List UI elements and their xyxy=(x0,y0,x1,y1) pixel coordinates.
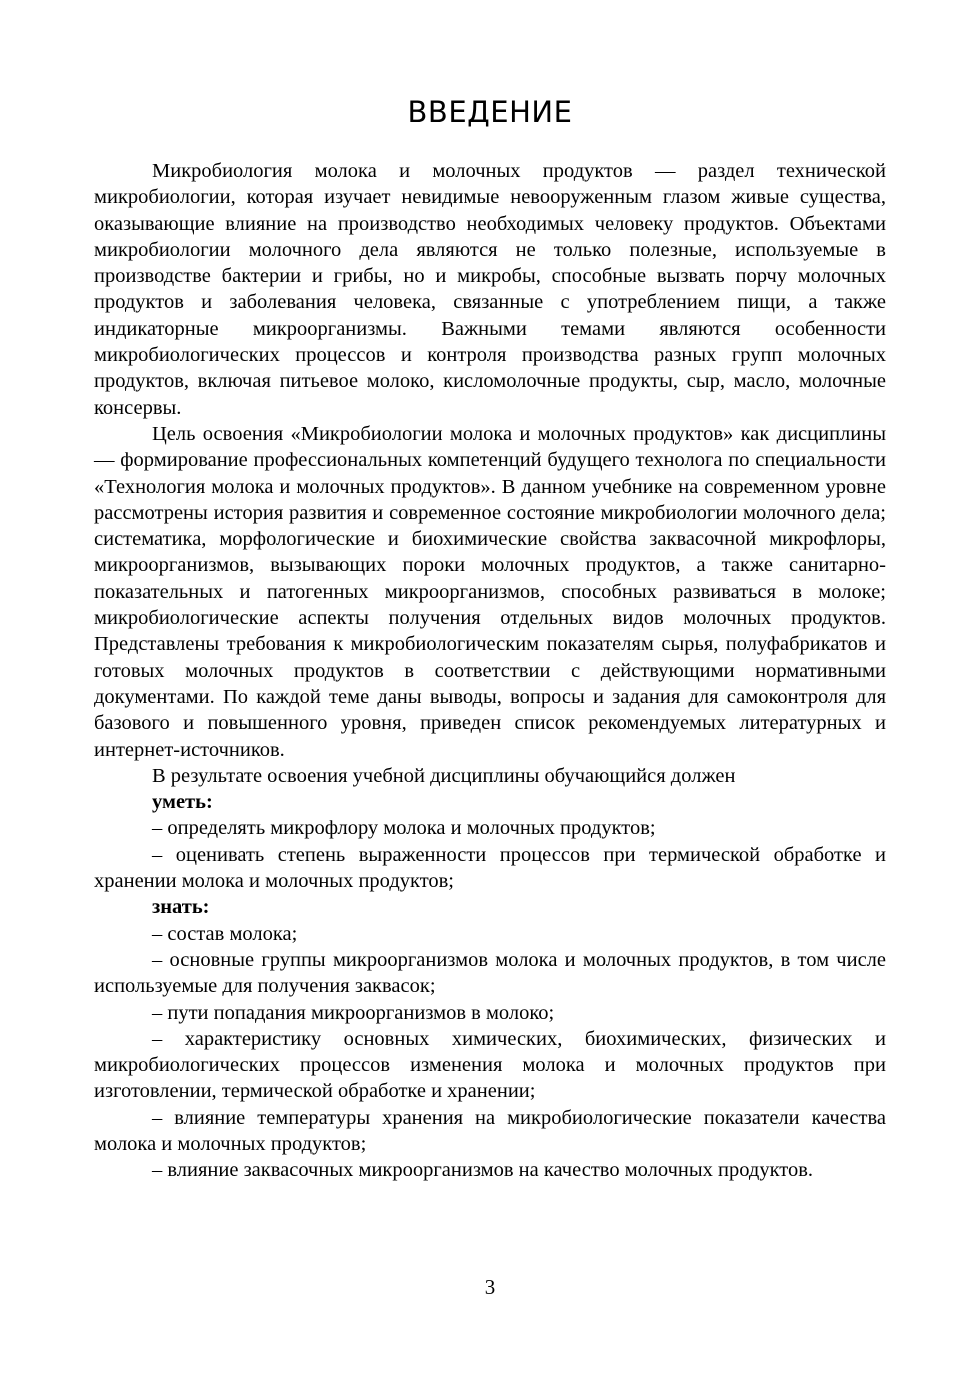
list-item: – влияние заквасочных микроорганизмов на качество молочных продуктов. xyxy=(152,1159,814,1182)
paragraph-goal: Цель освоения «Микробиологии молока и молочных продуктов» как дисциплины — формирование профессиональных компетенций будущего технолога по специальности «Технология молока и молочных продуктов». В данном учебнике на современном уровне рассмотрены история развития и современное состояние микробиологии молочного дела; систематика, морфологические и биохимические свойства заквасочной микрофлоры, микроорганизмов, вызывающих пороки молочных продуктов, а также санитарно-показательных и патогенных микроорганизмов, способных развиваться в молоке; микробиологические аспекты получения отдельных видов молочных продуктов. Представлены требования к микробиологическим показателям сырья, полуфабрикатов и готовых молочных продуктов в соответствии с действующими нормативными документами. По каждой теме даны выводы, вопросы и задания для самоконтроля для базового и повышенного уровня, приведен список рекомендуемых литературных и интернет-источников. xyxy=(94,422,886,761)
skills-heading: уметь: xyxy=(152,791,213,814)
paragraph-result: В результате освоения учебной дисциплины обучающийся должен xyxy=(152,764,736,787)
list-item: – состав молока; xyxy=(152,922,298,945)
page-title: ВВЕДЕНИЕ xyxy=(407,95,573,129)
list-item: – определять микрофлору молока и молочных продуктов; xyxy=(152,817,656,840)
list-item: – влияние температуры хранения на микробиологические показатели качества молока и молочных продуктов; xyxy=(94,1106,886,1155)
knowledge-heading: знать: xyxy=(152,896,210,919)
list-item: – пути попадания микроорганизмов в молоко; xyxy=(152,1001,555,1024)
list-item: – основные группы микроорганизмов молока и молочных продуктов, в том числе используемые для получения заквасок; xyxy=(94,948,886,998)
list-item: – характеристику основных химических, биохимических, физических и микробиологических процессов изменения молока и молочных продуктов при изготовлении, термической обработке и хранении; xyxy=(94,1027,886,1103)
paragraph-intro: Микробиология молока и молочных продуктов — раздел технической микробиологии, которая изучает невидимые невооруженным глазом живые существа, оказывающие влияние на производство необходимых человеку продуктов. Объектами микробиологии молочного дела являются не только полезные, используемые в производстве бактерии и грибы, но и микробы, способные вызвать порчу молочных продуктов и заболевания человека, связанные с употреблением пищи, а также индикаторные микроорганизмы. Важными темами являются особенности микробиологических процессов и контроля производства разных групп молочных продуктов, включая питьевое молоко, кисломолочные продукты, сыр, масло, молочные консервы. xyxy=(94,160,886,419)
list-item: – оценивать степень выраженности процессов при термической обработке и хранении молока и молочных продуктов; xyxy=(94,843,886,893)
body-text xyxy=(94,158,886,1184)
page-number: 3 xyxy=(484,1275,496,1299)
